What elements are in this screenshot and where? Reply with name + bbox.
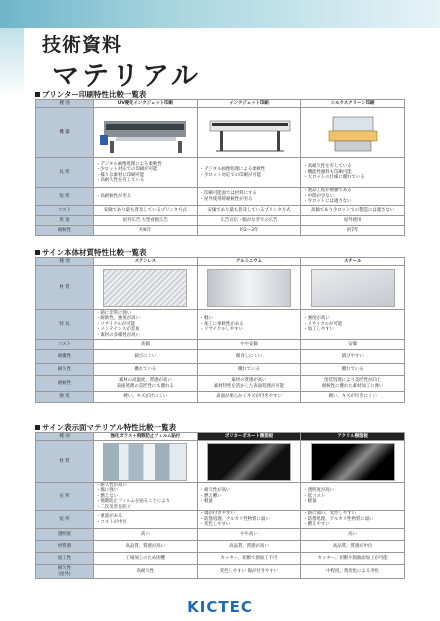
pros-list (96, 483, 195, 510)
table-cell: 安価であり最も普及しているプリンタ方式 (94, 206, 198, 216)
list-item: ・ 少ロットには適さない (303, 199, 402, 204)
row-label: 耐候性 (36, 226, 94, 236)
list-item: ・ 屋外使用時耐候性が劣る (200, 197, 299, 202)
column-header: インクジェット印刷 (197, 100, 301, 108)
table-cell: 素材の質感が高い 素材特性を活かした表面処理が可能 (197, 376, 301, 392)
table-cell: 塗装処理により美匠性が向上 耐候性に優れた素材加工に強い (301, 376, 405, 392)
list-item: ・ 高耐候性が劣る (96, 194, 195, 199)
list-item: ・ 軽い (200, 316, 299, 321)
list-item: ・ 重量がある (96, 514, 195, 519)
row-label: 機 器 (36, 108, 94, 158)
table-cell: 腐食しにくい (197, 350, 301, 364)
list-item: ・ 燃え難い (200, 494, 299, 499)
table-cell: 硬い、キズがけにくい (94, 392, 198, 403)
list-item: ・ 様々な素材に印刷可能 (96, 173, 195, 178)
cell-list (301, 483, 405, 511)
cons-list (303, 188, 402, 204)
cell-list (94, 158, 198, 188)
list-item: ・ 機能性顔料も印刷可能 (303, 170, 402, 175)
cons-list (200, 511, 299, 527)
table-cell: 広告宣伝・幅がなぎでの広告 (197, 216, 301, 226)
company-logo: KICTEC (187, 598, 253, 616)
table-cell: 優れている (301, 364, 405, 376)
bullet-square-icon (35, 250, 40, 255)
list-item: ・ 傷に強い (96, 488, 195, 493)
section-title-text: プリンター印刷特性比較一覧表 (42, 90, 147, 99)
list-item: ・ 燃えない (96, 494, 195, 499)
column-header: ステンレス (94, 258, 198, 266)
list-item: ・ 加工に柔軟性がある (200, 322, 299, 327)
list-item: ・ 印刷可能面では材料にする (200, 191, 299, 196)
column-header: スチール (301, 258, 405, 266)
list-item: ・ リサイクルしやすい (200, 327, 299, 332)
list-item: ・ 軽量 (303, 499, 402, 504)
list-item: ・ 少ロット対応での印刷が可能 (96, 167, 195, 172)
table-cell: 高価 (94, 340, 198, 350)
footer (0, 597, 440, 616)
row-label: 長 所 (36, 158, 94, 188)
list-item: ・ 耐久性が高い (96, 483, 195, 488)
list-item: ・ 耐熱性、強度が高い (96, 316, 195, 321)
feature-list (303, 316, 402, 332)
screen-printer-image (301, 108, 405, 158)
table-cell: 安価 (301, 340, 405, 350)
row-label: 耐候性 (36, 376, 94, 392)
list-item: ・ 防曇処理、アルカリ性物質に弱い (200, 517, 299, 522)
pros-list (96, 162, 195, 184)
cell-list (197, 158, 301, 188)
bullet-square-icon (35, 92, 40, 97)
column-header: UV硬化インクジェット印刷 (94, 100, 198, 108)
table-cell: 約2～3年 (197, 226, 301, 236)
row-label: 耐久性 (屋外) (36, 565, 94, 579)
body-material-table (35, 257, 405, 403)
document-category: 技術資料 (42, 34, 123, 56)
row-label: 透明度 (36, 529, 94, 541)
cell-list (301, 158, 405, 188)
table-cell: 高価であり少ロットでの製造には適さない (301, 206, 405, 216)
table-cell: 安価であり最も普及しているプリンタ方式 (197, 206, 301, 216)
column-header: アルミニウム (197, 258, 301, 266)
cons-list (96, 194, 195, 199)
cell-list (301, 511, 405, 529)
row-label: 長 所 (36, 483, 94, 511)
uv-printer-image (94, 108, 198, 158)
list-item: ・ コストが中位 (96, 520, 195, 525)
row-label: 短 所 (36, 511, 94, 529)
list-item: ・ 低コスト (303, 494, 402, 499)
header-band (0, 0, 440, 28)
cons-list (303, 511, 402, 527)
cell-list (197, 310, 301, 340)
cons-list (200, 191, 299, 202)
cell-list (197, 511, 301, 529)
table-cell: 高品質、質感が中位 (301, 541, 405, 553)
row-label: 材 質 (36, 441, 94, 483)
list-item: ・ 軽量 (200, 499, 299, 504)
list-item: ・ 製品工程が複雑である (303, 188, 402, 193)
row-label: 材 質 (36, 266, 94, 310)
pros-list (303, 164, 402, 180)
table-cell: 高耐久性 (94, 565, 198, 579)
list-item: ・ 透明度が高い (303, 488, 402, 493)
corner-label: 種 別 (36, 100, 94, 108)
list-item: ・ 変色しやすい (200, 522, 299, 527)
table-cell: 中程度、黄変化による劣化 (301, 565, 405, 579)
printer-table (35, 99, 405, 236)
list-item: ・ 熱に弱い、変形しやすい (303, 511, 402, 516)
cell-list (94, 483, 198, 511)
glass-photo (94, 441, 198, 483)
list-item: ・ メンテナンスが容易 (96, 327, 195, 332)
list-item: ・ 錆に非常に強い (96, 311, 195, 316)
table-cell: 変色しやすい 傷が付きやすい (197, 565, 301, 579)
cell-list (197, 483, 301, 511)
list-item: ・ リサイクルが可能 (96, 322, 195, 327)
pros-list (200, 167, 299, 178)
cell-list (301, 310, 405, 340)
table-cell: 屋外広告 大型看板広告 (94, 216, 198, 226)
list-item: ・ 中間が少ない (303, 194, 402, 199)
row-label: コスト (36, 206, 94, 216)
list-item: ・ 二次災害を防ぐ (96, 505, 195, 510)
table-cell: 高品質、質感が高い (197, 541, 301, 553)
pros-list (303, 488, 402, 504)
table-cell: 工場加工のため困難 (94, 553, 198, 565)
cell-list (94, 310, 198, 340)
section-title-text: サイン本体材質特性比較一覧表 (42, 248, 147, 257)
table-cell: 素材の高温度、質感が高い 表面処理の美匠性にも優れる (94, 376, 198, 392)
polycarbonate-swatch (197, 441, 301, 483)
list-item: ・ 耐久性が高い (200, 488, 299, 493)
row-label: 耐衝性 (36, 350, 94, 364)
table-cell: 表面が柔らかくキズが付きやすい (197, 392, 301, 403)
steel-swatch (301, 266, 405, 310)
list-item: ・ 傷が付きやすい (200, 511, 299, 516)
table-cell: 錆びにくい (94, 350, 198, 364)
stainless-swatch (94, 266, 198, 310)
table-cell: 約7年 (301, 226, 405, 236)
surface-table (35, 432, 405, 579)
acrylic-swatch (301, 441, 405, 483)
table-cell: 高い (301, 529, 405, 541)
table-cell: カッター、切断で熱加工不可 (197, 553, 301, 565)
table-cell: 高い (94, 529, 198, 541)
column-header: ポリカーボネート樹脂板 (197, 433, 301, 441)
column-header: シルクスクリーン印刷 (301, 100, 405, 108)
table-cell: 硬い、キズが付きにくい (301, 392, 405, 403)
list-item: ・ 高耐久性を有している (96, 178, 195, 183)
row-label: コスト (36, 340, 94, 350)
list-item: ・ 少ロット対応での印刷が可能 (200, 173, 299, 178)
cell-list (197, 188, 301, 206)
table-cell: 約6年 (94, 226, 198, 236)
column-header: 強化ガラス＋飛散防止フィルム貼付 (94, 433, 198, 441)
list-item: ・ 素材の多様性が高い (96, 333, 195, 338)
cell-list (94, 188, 198, 206)
list-item: ・ 高耐久性を有している (303, 164, 402, 169)
row-label: 材質感 (36, 541, 94, 553)
row-label: 耐久性 (36, 364, 94, 376)
table-cell: 錆びやすい (301, 350, 405, 364)
list-item: ・ 強度が高い (303, 316, 402, 321)
list-item: ・ デジタル画像処理による柔軟性 (96, 162, 195, 167)
list-item: ・ 大ロットの仕様に優れている (303, 175, 402, 180)
row-label: 短 所 (36, 188, 94, 206)
table-cell: 優れている (94, 364, 198, 376)
table-cell: 優れている (197, 364, 301, 376)
corner-label: 種 別 (36, 433, 94, 441)
list-item: ・ 加工しやすい (303, 327, 402, 332)
row-label: 強 度 (36, 392, 94, 403)
aluminium-swatch (197, 266, 301, 310)
corner-label: 種 別 (36, 258, 94, 266)
cell-list (94, 511, 198, 529)
table-cell: 高品質、質感が高い (94, 541, 198, 553)
list-item: ・ 飛散防止フィルムを貼ることにより (96, 499, 195, 504)
row-label: 用 途 (36, 216, 94, 226)
inkjet-printer-image (197, 108, 301, 158)
list-item: ・ リサイクルが可能 (303, 322, 402, 327)
list-item: ・ デジタル画像処理による柔軟性 (200, 167, 299, 172)
table-cell: カッター、切断や熱曲面加工が可能 (301, 553, 405, 565)
feature-list (96, 311, 195, 338)
column-header: アクリル樹脂板 (301, 433, 405, 441)
row-label: 特 長 (36, 310, 94, 340)
bullet-square-icon (35, 425, 40, 430)
header-band-side (0, 28, 24, 98)
pros-list (200, 488, 299, 504)
table-cell: 屋外使用 (301, 216, 405, 226)
list-item: ・ 燃えやすい (303, 522, 402, 527)
cell-list (301, 188, 405, 206)
feature-list (200, 316, 299, 332)
section-title-text: サイン表示面マテリアル特性比較一覧表 (42, 423, 177, 432)
cons-list (96, 514, 195, 525)
list-item: ・ 防曇処理、アルカリ性物質に弱い (303, 517, 402, 522)
table-cell: やや安価 (197, 340, 301, 350)
document-title: マテリアル (52, 61, 201, 92)
row-label: 加工性 (36, 553, 94, 565)
table-cell: やや高い (197, 529, 301, 541)
